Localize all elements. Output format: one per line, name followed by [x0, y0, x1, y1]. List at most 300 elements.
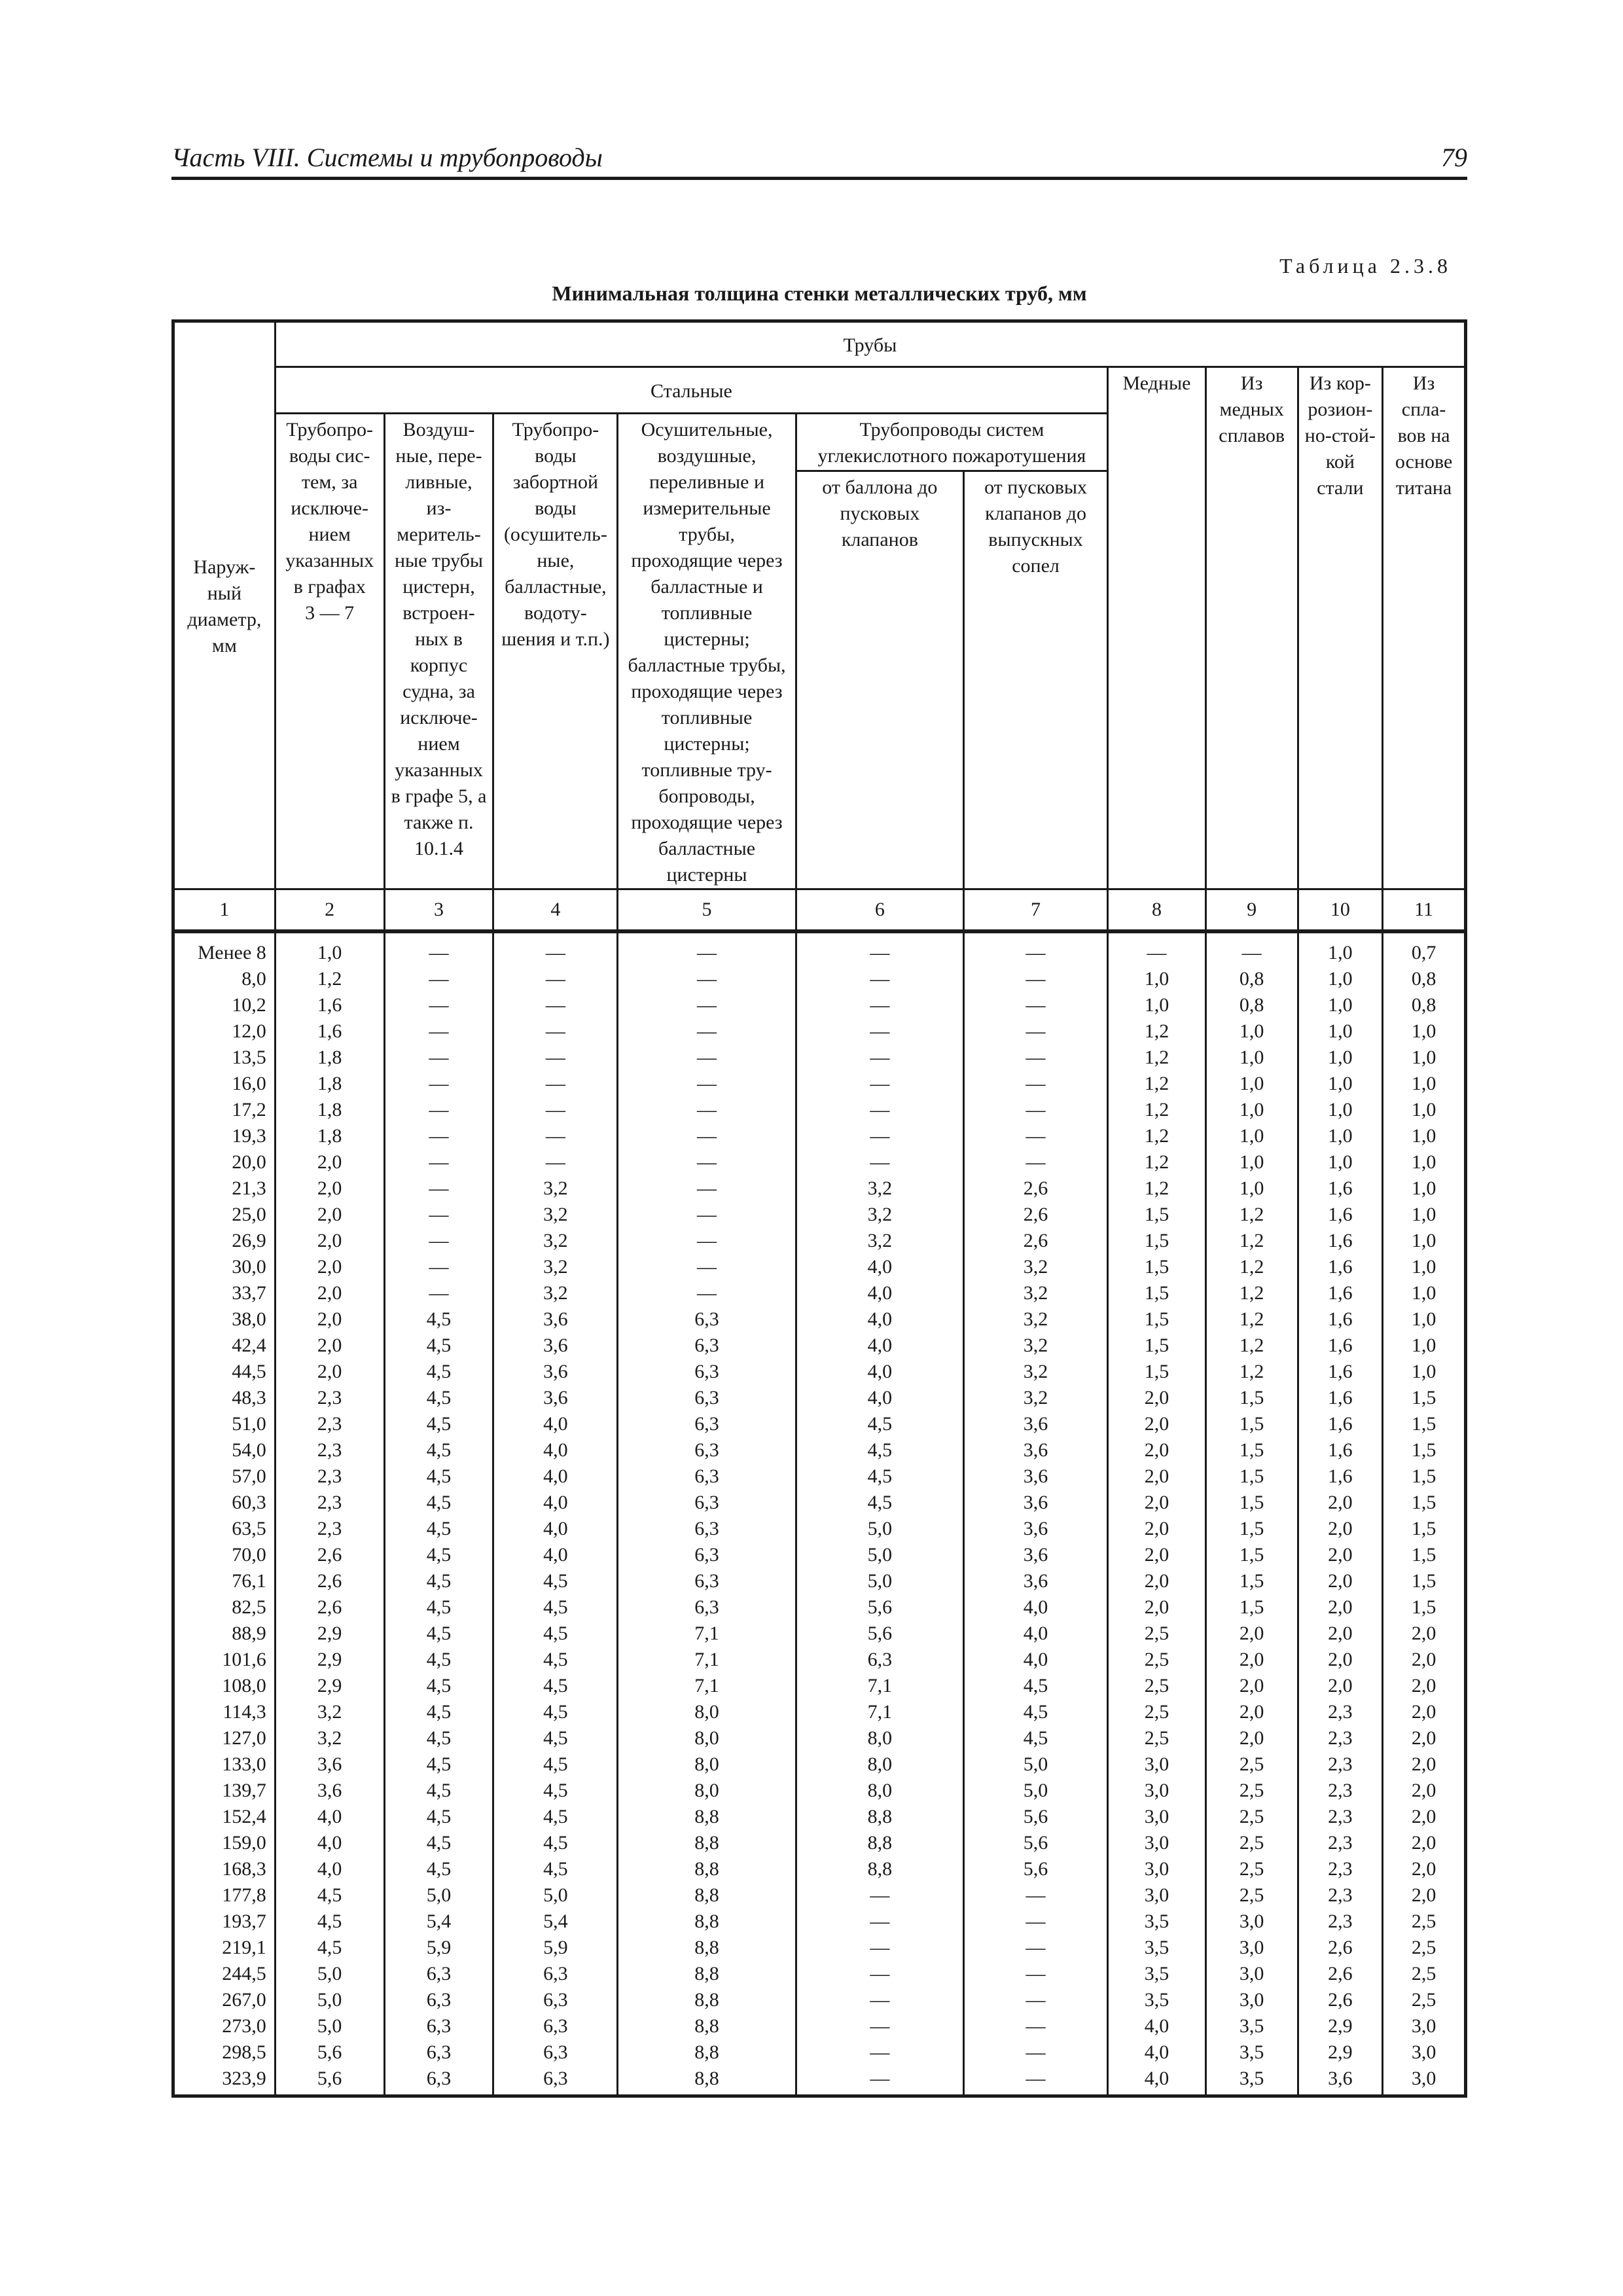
table-row — [173, 1411, 1466, 1437]
thickness-cell: 1,5 — [1205, 1385, 1298, 1411]
table-caption: Минимальная толщина стенки металлических труб, мм — [552, 281, 1087, 305]
thickness-cell: 4,5 — [493, 1830, 618, 1856]
thickness-cell: 1,8 — [275, 1123, 384, 1149]
thickness-cell: 1,5 — [1108, 1280, 1206, 1306]
thickness-cell: 4,5 — [493, 1725, 618, 1751]
thickness-cell: 6,3 — [618, 1411, 796, 1437]
header-pipes: Трубы — [275, 321, 1465, 367]
thickness-cell: 1,2 — [1205, 1202, 1298, 1228]
thickness-cell: 7,1 — [796, 1673, 963, 1699]
thickness-cell: 5,6 — [964, 1856, 1108, 1882]
thickness-cell: 8,8 — [618, 1909, 796, 1935]
thickness-cell: 4,0 — [493, 1437, 618, 1463]
thickness-cell: 4,0 — [1108, 2013, 1206, 2039]
thickness-cell: 2,0 — [1108, 1385, 1206, 1411]
table-row — [173, 1594, 1466, 1621]
thickness-cell: 2,0 — [1383, 1778, 1466, 1804]
diameter-cell: 298,5 — [173, 2039, 276, 2066]
thickness-cell: — — [384, 1280, 493, 1306]
thickness-cell: 3,0 — [1108, 1751, 1206, 1778]
thickness-cell: 6,3 — [384, 2013, 493, 2039]
thickness-cell: 4,5 — [384, 1647, 493, 1673]
thickness-cell: — — [964, 1935, 1108, 1961]
thickness-cell: 4,5 — [384, 1490, 493, 1516]
table-row — [173, 1071, 1466, 1097]
thickness-cell: 1,5 — [1205, 1411, 1298, 1437]
thickness-cell: 8,8 — [618, 1804, 796, 1830]
thickness-cell: — — [618, 1123, 796, 1149]
diameter-cell: 273,0 — [173, 2013, 276, 2039]
thickness-cell: — — [618, 1228, 796, 1254]
thickness-cell: 1,6 — [1298, 1228, 1383, 1254]
thickness-cell: — — [964, 966, 1108, 992]
table-row — [173, 1490, 1466, 1516]
thickness-cell: 1,0 — [1108, 966, 1206, 992]
thickness-cell: 2,0 — [1205, 1699, 1298, 1725]
thickness-cell: 2,3 — [275, 1463, 384, 1490]
column-number: 6 — [796, 889, 963, 932]
thickness-cell: — — [384, 992, 493, 1018]
thickness-cell: — — [796, 1018, 963, 1045]
table-row — [173, 1804, 1466, 1830]
thickness-cell: 4,5 — [384, 1385, 493, 1411]
diameter-cell: 20,0 — [173, 1149, 276, 1175]
diameter-cell: 38,0 — [173, 1306, 276, 1333]
thickness-cell: 1,5 — [1383, 1490, 1466, 1516]
thickness-cell: — — [384, 1123, 493, 1149]
thickness-cell: — — [796, 2013, 963, 2039]
thickness-cell: 5,6 — [964, 1830, 1108, 1856]
thickness-cell: 2,5 — [1108, 1647, 1206, 1673]
thickness-cell: 4,5 — [384, 1333, 493, 1359]
thickness-cell: 4,5 — [493, 1621, 618, 1647]
thickness-cell: 1,5 — [1383, 1516, 1466, 1542]
thickness-cell: 2,0 — [275, 1333, 384, 1359]
thickness-cell: — — [493, 1071, 618, 1097]
thickness-cell: 4,5 — [275, 1935, 384, 1961]
diameter-cell: 44,5 — [173, 1359, 276, 1385]
thickness-cell: 1,2 — [1108, 1175, 1206, 1202]
table-row — [173, 1306, 1466, 1333]
thickness-cell: — — [964, 1097, 1108, 1123]
thickness-cell: 6,3 — [493, 1961, 618, 1987]
thickness-cell: 4,5 — [384, 1751, 493, 1778]
thickness-cell: 2,9 — [275, 1673, 384, 1699]
thickness-cell: — — [796, 1935, 963, 1961]
thickness-cell: 3,2 — [964, 1359, 1108, 1385]
thickness-cell: 4,5 — [384, 1830, 493, 1856]
thickness-cell: 8,8 — [796, 1830, 963, 1856]
thickness-cell: — — [618, 1175, 796, 1202]
thickness-cell: 3,6 — [964, 1437, 1108, 1463]
thickness-cell: 5,6 — [275, 2066, 384, 2096]
column-number: 7 — [964, 889, 1108, 932]
thickness-cell: 1,5 — [1383, 1463, 1466, 1490]
thickness-cell: 6,3 — [796, 1647, 963, 1673]
thickness-cell: 1,0 — [1298, 1018, 1383, 1045]
thickness-cell: 2,0 — [1108, 1463, 1206, 1490]
thickness-cell: 7,1 — [796, 1699, 963, 1725]
thickness-cell: 4,5 — [493, 1594, 618, 1621]
diameter-cell: 168,3 — [173, 1856, 276, 1882]
thickness-cell: 1,2 — [1108, 1123, 1206, 1149]
diameter-cell: 244,5 — [173, 1961, 276, 1987]
thickness-cell: 6,3 — [493, 2066, 618, 2096]
diameter-cell: 30,0 — [173, 1254, 276, 1280]
thickness-cell: 1,0 — [1205, 1123, 1298, 1149]
thickness-cell: 1,0 — [1298, 966, 1383, 992]
thickness-cell: 2,0 — [1383, 1751, 1466, 1778]
column-number-row — [173, 889, 1466, 932]
thickness-cell: 2,5 — [1383, 1935, 1466, 1961]
thickness-cell: 2,0 — [1383, 1856, 1466, 1882]
thickness-cell: 1,0 — [1298, 1045, 1383, 1071]
thickness-cell: 1,5 — [1383, 1568, 1466, 1594]
thickness-cell: 4,0 — [493, 1516, 618, 1542]
thickness-cell: 1,5 — [1205, 1568, 1298, 1594]
thickness-cell: 4,5 — [384, 1778, 493, 1804]
thickness-cell: 2,9 — [1298, 2039, 1383, 2066]
thickness-cell: 2,0 — [1108, 1411, 1206, 1437]
table-row — [173, 1149, 1466, 1175]
thickness-cell: 2,0 — [1298, 1490, 1383, 1516]
thickness-cell: 3,0 — [1205, 1961, 1298, 1987]
thickness-cell: 4,5 — [384, 1568, 493, 1594]
diameter-cell: 51,0 — [173, 1411, 276, 1437]
thickness-cell: 4,0 — [796, 1359, 963, 1385]
thickness-cell: 2,0 — [1108, 1437, 1206, 1463]
thickness-cell: 1,0 — [1383, 1097, 1466, 1123]
thickness-cell: 2,0 — [1205, 1725, 1298, 1751]
header-steel: Стальные — [275, 367, 1107, 414]
thickness-cell: 2,0 — [275, 1202, 384, 1228]
thickness-cell: 2,5 — [1205, 1751, 1298, 1778]
thickness-cell: 4,5 — [384, 1359, 493, 1385]
header-titanium-alloys: Из спла- вов на основе титана — [1383, 367, 1466, 889]
table-row — [173, 931, 1466, 966]
thickness-cell: 3,2 — [964, 1254, 1108, 1280]
thickness-cell: 3,2 — [964, 1333, 1108, 1359]
thickness-cell: 1,6 — [275, 1018, 384, 1045]
thickness-cell: — — [796, 1961, 963, 1987]
diameter-cell: 54,0 — [173, 1437, 276, 1463]
thickness-cell: 3,2 — [964, 1306, 1108, 1333]
thickness-cell: — — [964, 1149, 1108, 1175]
thickness-cell: 3,2 — [493, 1280, 618, 1306]
thickness-cell: 2,3 — [275, 1490, 384, 1516]
diameter-cell: 82,5 — [173, 1594, 276, 1621]
thickness-cell: 4,5 — [493, 1778, 618, 1804]
table-row — [173, 1280, 1466, 1306]
thickness-cell: 2,0 — [1108, 1490, 1206, 1516]
diameter-cell: 42,4 — [173, 1333, 276, 1359]
thickness-cell: 4,0 — [275, 1856, 384, 1882]
table-row — [173, 1699, 1466, 1725]
table-row — [173, 2066, 1466, 2096]
thickness-cell: — — [796, 1045, 963, 1071]
thickness-cell: 0,8 — [1383, 966, 1466, 992]
thickness-cell: 4,5 — [964, 1673, 1108, 1699]
table-row — [173, 1542, 1466, 1568]
thickness-cell: 2,5 — [1108, 1621, 1206, 1647]
thickness-cell: 1,6 — [1298, 1437, 1383, 1463]
thickness-cell: 4,0 — [964, 1647, 1108, 1673]
thickness-cell: — — [618, 966, 796, 992]
thickness-cell: 6,3 — [493, 2013, 618, 2039]
thickness-cell: 3,6 — [493, 1333, 618, 1359]
thickness-cell: 6,3 — [384, 2066, 493, 2096]
thickness-cell: 1,2 — [1205, 1306, 1298, 1333]
thickness-cell: 1,5 — [1205, 1516, 1298, 1542]
thickness-cell: — — [384, 1018, 493, 1045]
table-row — [173, 1961, 1466, 1987]
thickness-cell: 5,0 — [275, 1961, 384, 1987]
thickness-cell: 1,0 — [1205, 1149, 1298, 1175]
thickness-cell: 1,0 — [1205, 1018, 1298, 1045]
thickness-cell: 4,5 — [493, 1673, 618, 1699]
table-row — [173, 1778, 1466, 1804]
thickness-cell: 6,3 — [493, 1987, 618, 2013]
thickness-cell: 1,5 — [1383, 1437, 1466, 1463]
thickness-cell: 1,8 — [275, 1045, 384, 1071]
table-row — [173, 1463, 1466, 1490]
thickness-cell: 4,5 — [384, 1621, 493, 1647]
thickness-cell: 2,5 — [1205, 1830, 1298, 1856]
thickness-cell: — — [796, 1123, 963, 1149]
thickness-cell: 1,0 — [1298, 931, 1383, 966]
thickness-cell: 2,5 — [1205, 1856, 1298, 1882]
thickness-cell: 3,6 — [964, 1516, 1108, 1542]
thickness-cell: 2,0 — [1108, 1516, 1206, 1542]
table-row — [173, 1673, 1466, 1699]
thickness-cell: 2,0 — [1205, 1647, 1298, 1673]
thickness-cell: 1,0 — [1383, 1306, 1466, 1333]
thickness-cell: — — [964, 1961, 1108, 1987]
thickness-cell: 2,6 — [964, 1202, 1108, 1228]
thickness-cell: 2,0 — [275, 1254, 384, 1280]
thickness-cell: 3,2 — [275, 1699, 384, 1725]
thickness-cell: 1,0 — [1298, 1149, 1383, 1175]
column-number: 8 — [1108, 889, 1206, 932]
thickness-cell: 5,6 — [796, 1621, 963, 1647]
table-row — [173, 1621, 1466, 1647]
thickness-cell: 7,1 — [618, 1647, 796, 1673]
table-body — [173, 931, 1466, 2096]
header-col-7: от пусковых клапанов до выпускных сопел — [964, 471, 1108, 889]
thickness-cell: 1,5 — [1108, 1306, 1206, 1333]
thickness-cell: 3,6 — [275, 1751, 384, 1778]
thickness-cell: 4,5 — [384, 1516, 493, 1542]
thickness-cell: 2,9 — [275, 1647, 384, 1673]
thickness-cell: 1,0 — [1383, 1123, 1466, 1149]
thickness-cell: — — [618, 1202, 796, 1228]
thickness-cell: 3,2 — [796, 1175, 963, 1202]
table-row — [173, 1202, 1466, 1228]
diameter-cell: 114,3 — [173, 1699, 276, 1725]
thickness-cell: 5,9 — [493, 1935, 618, 1961]
table-row — [173, 1045, 1466, 1071]
diameter-cell: 193,7 — [173, 1909, 276, 1935]
diameter-cell: 12,0 — [173, 1018, 276, 1045]
diameter-cell: 177,8 — [173, 1882, 276, 1909]
table-row — [173, 2039, 1466, 2066]
thickness-cell: 1,0 — [275, 931, 384, 966]
column-number: 2 — [275, 889, 384, 932]
diameter-cell: 133,0 — [173, 1751, 276, 1778]
thickness-cell: — — [796, 931, 963, 966]
thickness-cell: 1,0 — [1298, 1123, 1383, 1149]
thickness-cell: 6,3 — [618, 1594, 796, 1621]
thickness-cell: — — [493, 1045, 618, 1071]
header-stainless-steel: Из кор- розион- но-стой- кой стали — [1298, 367, 1383, 889]
thickness-cell: — — [384, 1228, 493, 1254]
thickness-cell: — — [964, 992, 1108, 1018]
table-row — [173, 1830, 1466, 1856]
thickness-cell: 1,5 — [1205, 1437, 1298, 1463]
thickness-cell: 2,0 — [1383, 1830, 1466, 1856]
thickness-cell: 8,8 — [618, 1935, 796, 1961]
table-row — [173, 1359, 1466, 1385]
thickness-cell: 1,0 — [1383, 1228, 1466, 1254]
thickness-cell: 3,6 — [964, 1490, 1108, 1516]
thickness-cell: — — [384, 1149, 493, 1175]
thickness-cell: 2,0 — [1383, 1804, 1466, 1830]
thickness-cell: 2,0 — [275, 1228, 384, 1254]
header-col-6: от баллона до пусковых клапанов — [796, 471, 963, 889]
wall-thickness-table — [171, 319, 1467, 2098]
thickness-cell: 4,5 — [384, 1804, 493, 1830]
thickness-cell: 5,4 — [493, 1909, 618, 1935]
table-row — [173, 1097, 1466, 1123]
thickness-cell: 1,0 — [1383, 1202, 1466, 1228]
thickness-cell: — — [618, 1018, 796, 1045]
thickness-cell: 1,0 — [1298, 992, 1383, 1018]
thickness-cell: 2,3 — [1298, 1804, 1383, 1830]
table-number: Таблица 2.3.8 — [1279, 254, 1452, 278]
thickness-cell: 8,0 — [618, 1778, 796, 1804]
thickness-cell: — — [796, 1909, 963, 1935]
thickness-cell: 2,3 — [1298, 1830, 1383, 1856]
thickness-cell: 1,6 — [1298, 1359, 1383, 1385]
thickness-cell: 2,0 — [1205, 1621, 1298, 1647]
thickness-cell: — — [384, 1097, 493, 1123]
thickness-cell: 3,0 — [1205, 1909, 1298, 1935]
thickness-cell: — — [964, 2013, 1108, 2039]
table-row — [173, 1987, 1466, 2013]
thickness-cell: 1,6 — [1298, 1202, 1383, 1228]
thickness-cell: — — [1205, 931, 1298, 966]
thickness-cell: 1,5 — [1205, 1490, 1298, 1516]
thickness-cell: 2,5 — [1205, 1804, 1298, 1830]
thickness-cell: 2,3 — [1298, 1882, 1383, 1909]
thickness-cell: 3,5 — [1205, 2066, 1298, 2096]
column-number: 4 — [493, 889, 618, 932]
thickness-cell: 2,6 — [1298, 1987, 1383, 2013]
thickness-cell: 1,2 — [1108, 1097, 1206, 1123]
thickness-cell: 1,0 — [1298, 1071, 1383, 1097]
thickness-cell: 2,3 — [275, 1411, 384, 1437]
thickness-cell: 4,0 — [796, 1306, 963, 1333]
thickness-cell: 2,6 — [964, 1175, 1108, 1202]
thickness-cell: 2,6 — [275, 1594, 384, 1621]
thickness-cell: 1,6 — [1298, 1254, 1383, 1280]
thickness-cell: — — [964, 931, 1108, 966]
thickness-cell: 4,5 — [384, 1306, 493, 1333]
column-number: 10 — [1298, 889, 1383, 932]
thickness-cell: 3,5 — [1205, 2013, 1298, 2039]
thickness-cell: 1,2 — [1205, 1280, 1298, 1306]
table-row — [173, 1909, 1466, 1935]
thickness-cell: — — [384, 1071, 493, 1097]
table-row — [173, 966, 1466, 992]
thickness-cell: 2,9 — [1298, 2013, 1383, 2039]
thickness-cell: 2,0 — [1298, 1516, 1383, 1542]
thickness-cell: 1,5 — [1108, 1202, 1206, 1228]
thickness-cell: 1,6 — [1298, 1333, 1383, 1359]
diameter-cell: 159,0 — [173, 1830, 276, 1856]
thickness-cell: 6,3 — [384, 1961, 493, 1987]
thickness-cell: 6,3 — [618, 1542, 796, 1568]
thickness-cell: 1,2 — [1205, 1359, 1298, 1385]
column-number: 11 — [1383, 889, 1466, 932]
diameter-cell: 25,0 — [173, 1202, 276, 1228]
thickness-cell: — — [384, 966, 493, 992]
thickness-cell: 2,3 — [275, 1437, 384, 1463]
thickness-cell: 2,3 — [1298, 1725, 1383, 1751]
thickness-cell: 2,3 — [1298, 1856, 1383, 1882]
thickness-cell: 6,3 — [618, 1490, 796, 1516]
diameter-cell: 48,3 — [173, 1385, 276, 1411]
thickness-cell: 2,3 — [1298, 1751, 1383, 1778]
thickness-cell: — — [493, 1018, 618, 1045]
thickness-cell: 1,0 — [1205, 1045, 1298, 1071]
thickness-cell: 1,0 — [1383, 1149, 1466, 1175]
thickness-cell: 2,5 — [1383, 1987, 1466, 2013]
thickness-cell: 3,0 — [1383, 2039, 1466, 2066]
thickness-cell: 4,5 — [796, 1490, 963, 1516]
thickness-cell: 3,2 — [493, 1175, 618, 1202]
diameter-cell: 57,0 — [173, 1463, 276, 1490]
thickness-cell: 3,0 — [1108, 1856, 1206, 1882]
thickness-cell: 4,5 — [384, 1437, 493, 1463]
thickness-cell: 1,0 — [1383, 1280, 1466, 1306]
thickness-cell: — — [493, 992, 618, 1018]
thickness-cell: 4,5 — [493, 1751, 618, 1778]
thickness-cell: 1,0 — [1383, 1071, 1466, 1097]
thickness-cell: 1,2 — [275, 966, 384, 992]
thickness-cell: — — [384, 931, 493, 966]
thickness-cell: — — [796, 1149, 963, 1175]
header-col-5: Осушительные, воздушные, переливные и измерительные трубы, проходящие через балластные и топливные цистерны; балластные трубы, проходящие через топливные цистерны; топливные тру- бопроводы, проходящие через балластные цистерны — [618, 414, 796, 889]
header-col-2: Трубопро- воды сис- тем, за исключе- нием указанных в графах 3 — 7 — [275, 414, 384, 889]
thickness-cell: 2,0 — [1108, 1594, 1206, 1621]
thickness-cell: 8,8 — [618, 2039, 796, 2066]
header-co2-systems: Трубопроводы систем углекислотного пожаротушения — [796, 414, 1107, 471]
thickness-cell: 3,2 — [493, 1254, 618, 1280]
thickness-cell: 6,3 — [618, 1437, 796, 1463]
table-row — [173, 2013, 1466, 2039]
diameter-cell: 19,3 — [173, 1123, 276, 1149]
thickness-cell: 2,6 — [1298, 1935, 1383, 1961]
thickness-cell: 2,0 — [1298, 1673, 1383, 1699]
thickness-cell: 5,0 — [493, 1882, 618, 1909]
thickness-cell: 1,0 — [1383, 1018, 1466, 1045]
table-row — [173, 1228, 1466, 1254]
thickness-cell: 1,2 — [1108, 1071, 1206, 1097]
thickness-cell: 2,0 — [275, 1306, 384, 1333]
thickness-cell: 2,6 — [1298, 1961, 1383, 1987]
thickness-cell: 2,0 — [1383, 1699, 1466, 1725]
